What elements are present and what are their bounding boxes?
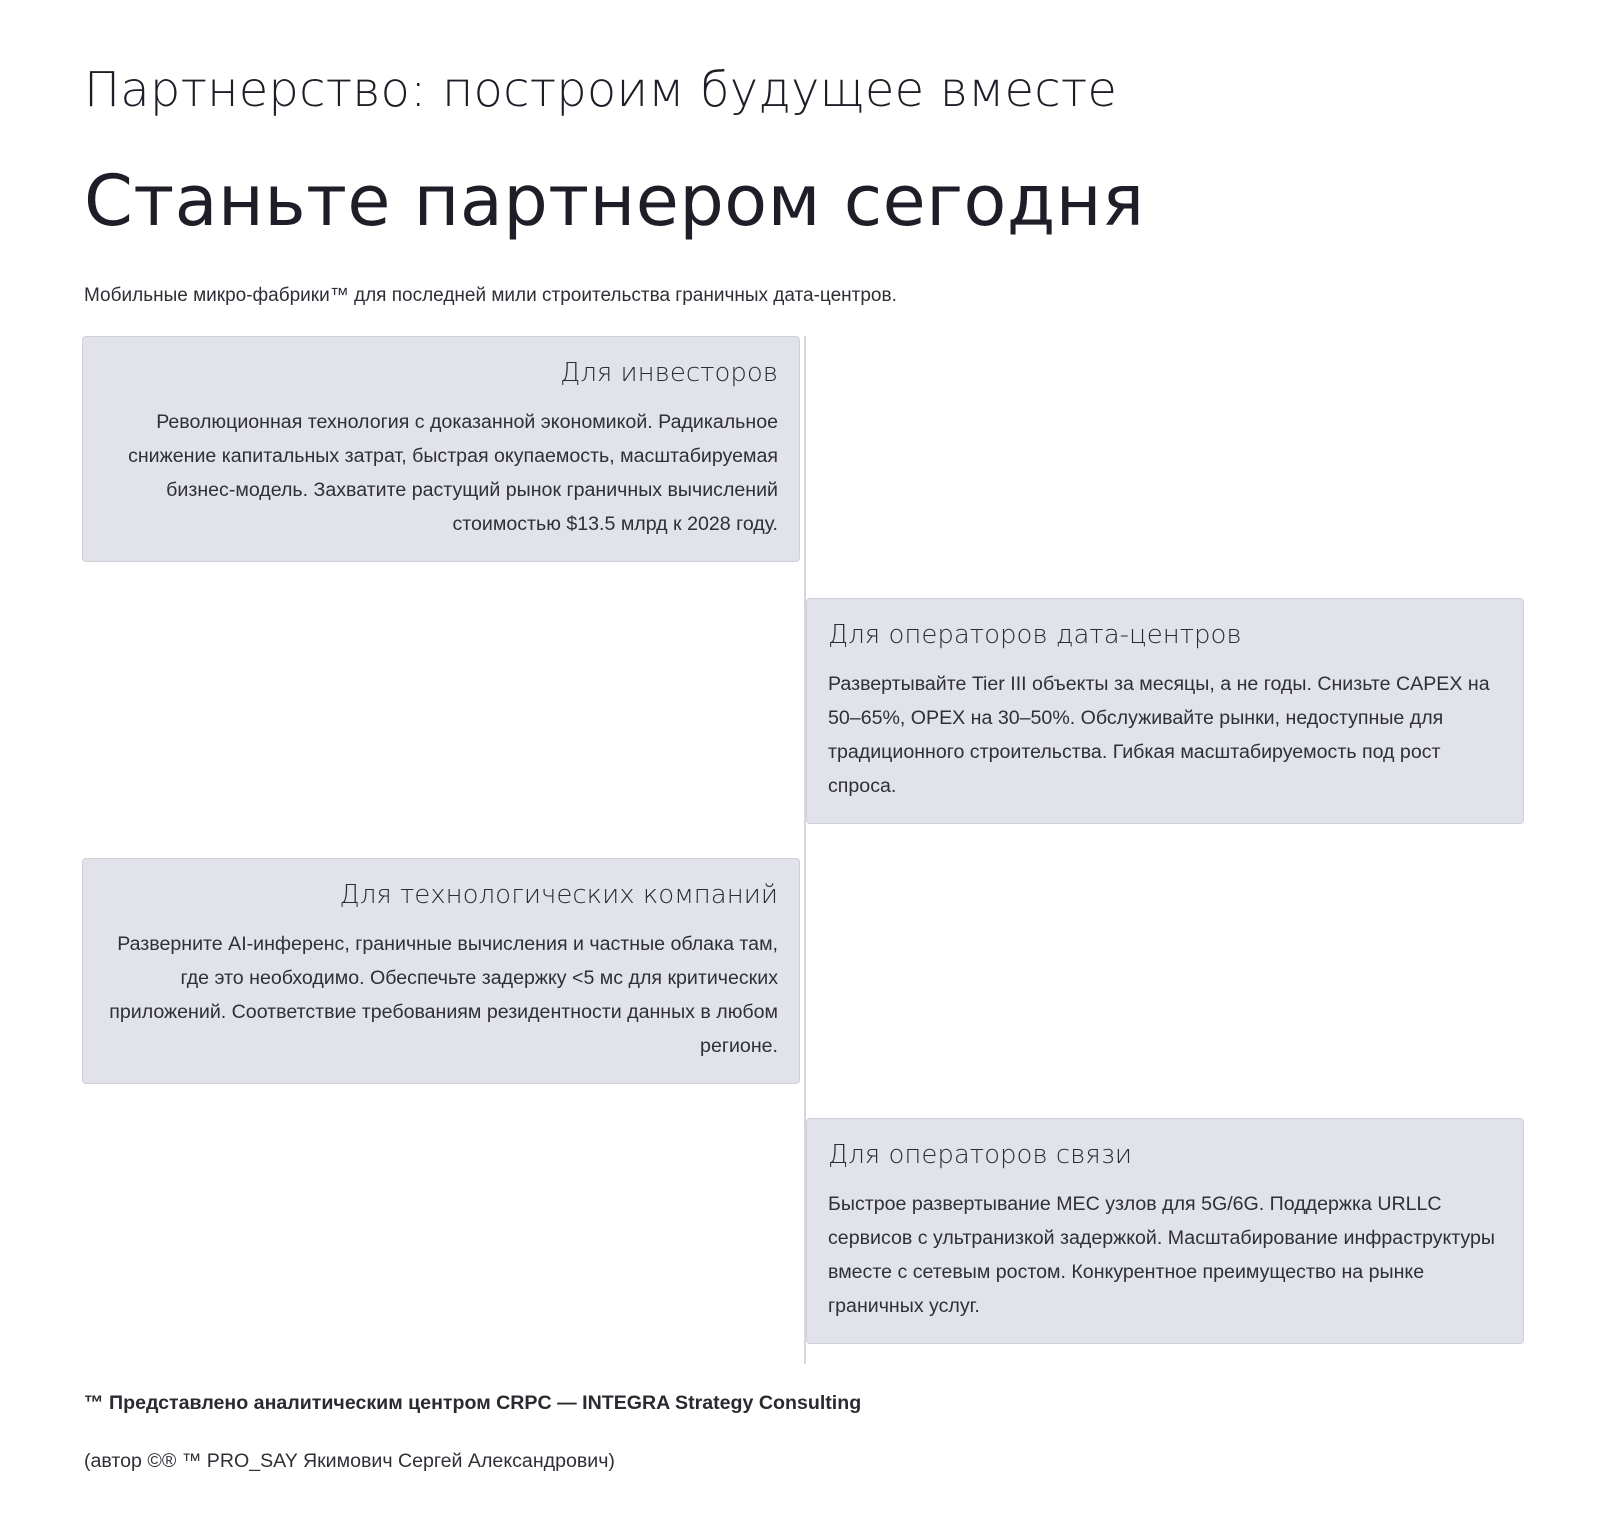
footer-author: (автор ©® ™ PRO_SAY Якимович Сергей Александрович) [84, 1450, 615, 1472]
page-headline: Станьте партнером сегодня [84, 160, 1145, 242]
section-kicker: Партнерство: построим будущее вместе [84, 62, 1118, 118]
partner-card-title: Для инвесторов [560, 358, 778, 388]
partner-card-investors [82, 336, 800, 562]
partner-card-tech-companies [82, 858, 800, 1084]
partner-card-title: Для операторов связи [828, 1140, 1132, 1170]
partner-card-text: Развертывайте Tier III объекты за месяцы, а не годы. Снизьте CAPEX на 50–65%, OPEX на 30–50%. Обслуживайте рынки, недоступные для традиционного строительства. Гибкая масштабируемость под рост спроса. [828, 673, 1490, 797]
partner-card-dc-operators [806, 598, 1524, 824]
partner-card-telecom-operators [806, 1118, 1524, 1344]
partner-card-text: Быстрое развертывание MEC узлов для 5G/6G. Поддержка URLLC сервисов с ультранизкой задержкой. Масштабирование инфраструктуры вместе с сетевым ростом. Конкурентное преимущество на рынке граничных услуг. [828, 1193, 1495, 1317]
partners-timeline [84, 336, 1524, 1364]
partner-card-title: Для технологических компаний [339, 880, 778, 910]
partner-card-text: Революционная технология с доказанной экономикой. Радикальное снижение капитальных затрат, быстрая окупаемость, масштабируемая бизнес-модель. Захватите растущий рынок граничных вычислений стоимостью $13.5 млрд к 2028 году. [128, 411, 778, 535]
footer-credit: ™ Представлено аналитическим центром CRPC — INTEGRA Strategy Consulting [84, 1392, 862, 1414]
partner-card-title: Для операторов дата-центров [828, 620, 1242, 650]
partner-card-text: Разверните AI-инференс, граничные вычисления и частные облака там, где это необходимо. Обеспечьте задержку <5 мс для критических приложений. Соответствие требованиям резидентности данных в любом регионе. [109, 933, 778, 1057]
lede-text: Мобильные микро-фабрики™ для последней мили строительства граничных дата-центров. [84, 285, 897, 306]
